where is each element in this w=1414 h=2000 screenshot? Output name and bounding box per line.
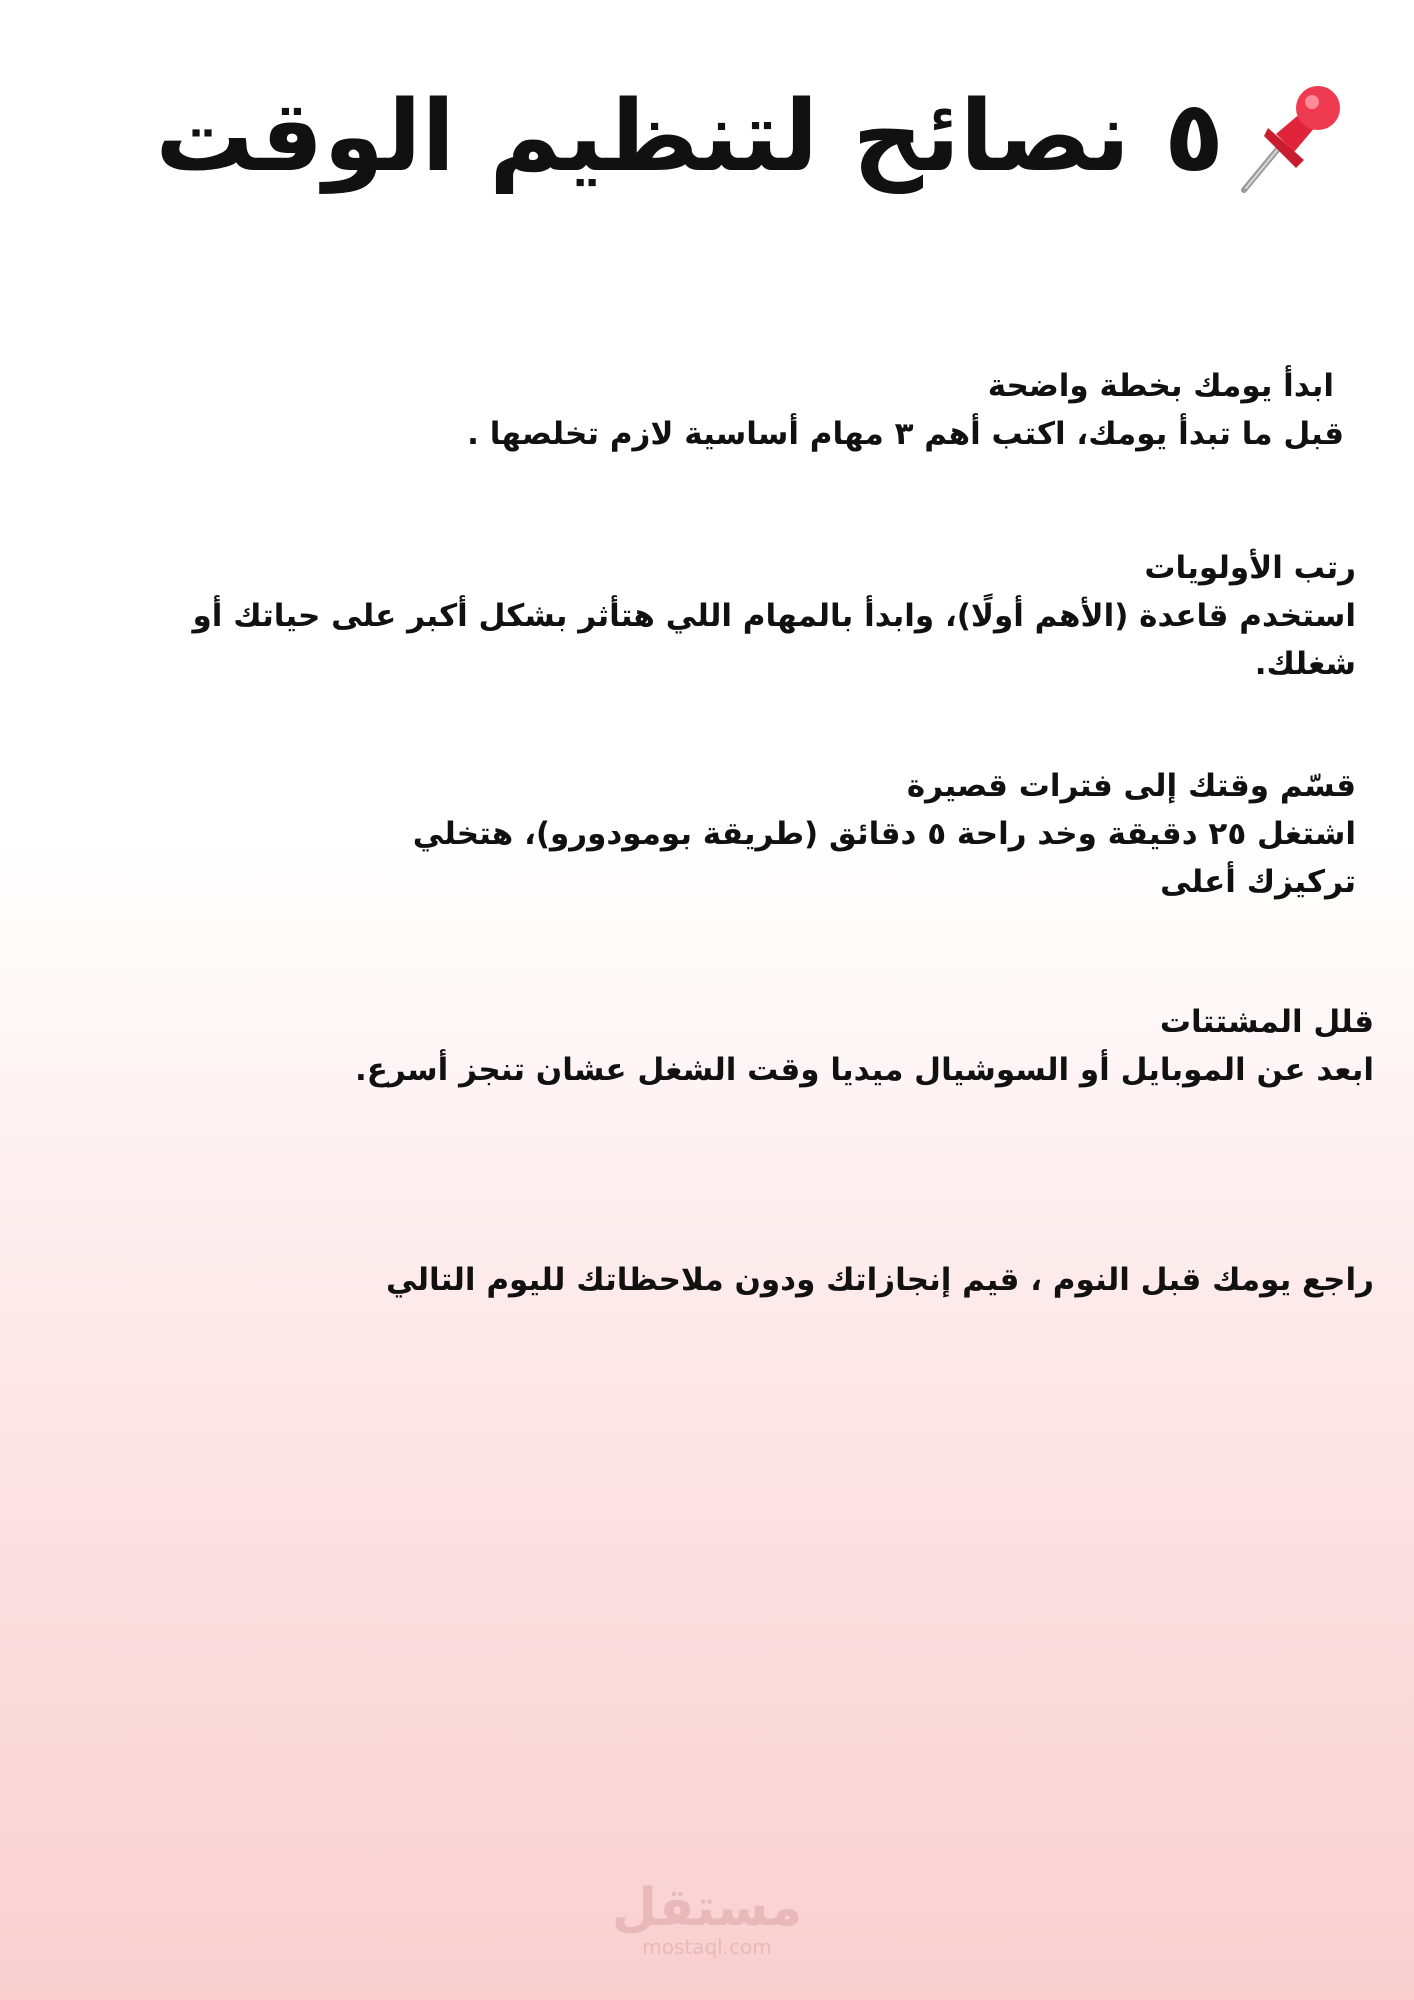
tip-heading: ابدأ يومك بخطة واضحة	[987, 368, 1334, 404]
watermark-arabic: مستقل	[611, 1878, 803, 1938]
tip-body: اشتغل ٢٥ دقيقة وخد راحة ٥ دقائق (طريقة بومودورو)، هتخلي تركيزك أعلى	[412, 816, 1356, 900]
tip-body: ابعد عن الموبايل أو السوشيال ميديا وقت الشغل عشان تنجز أسرع.	[354, 1052, 1374, 1088]
pushpin-icon	[1230, 78, 1350, 198]
page-title: ٥ نصائح لتنظيم الوقت	[155, 80, 1224, 195]
tip-body: استخدم قاعدة (الأهم أولًا)، وابدأ بالمهام اللي هتأثر بشكل أكبر على حياتك أو شغلك.	[192, 598, 1356, 682]
tip-heading: قسّم وقتك إلى فترات قصيرة	[906, 768, 1356, 804]
tip-2	[126, 544, 1356, 688]
tip-1	[344, 362, 1344, 458]
tip-3	[356, 762, 1356, 906]
page-title-row	[50, 78, 1350, 198]
tip-heading: رتب الأولويات	[1144, 550, 1356, 586]
watermark-logo	[0, 1880, 1414, 1958]
tip-body: راجع يومك قبل النوم ، قيم إنجازاتك ودون ملاحظاتك لليوم التالي	[385, 1262, 1374, 1298]
tip-body: قبل ما تبدأ يومك، اكتب أهم ٣ مهام أساسية لازم تخلصها .	[467, 416, 1344, 452]
tip-5	[194, 1256, 1374, 1304]
tip-heading: قلل المشتتات	[1159, 1004, 1374, 1040]
watermark-url: mostaql.com	[642, 1935, 772, 1959]
tip-4	[194, 998, 1374, 1094]
